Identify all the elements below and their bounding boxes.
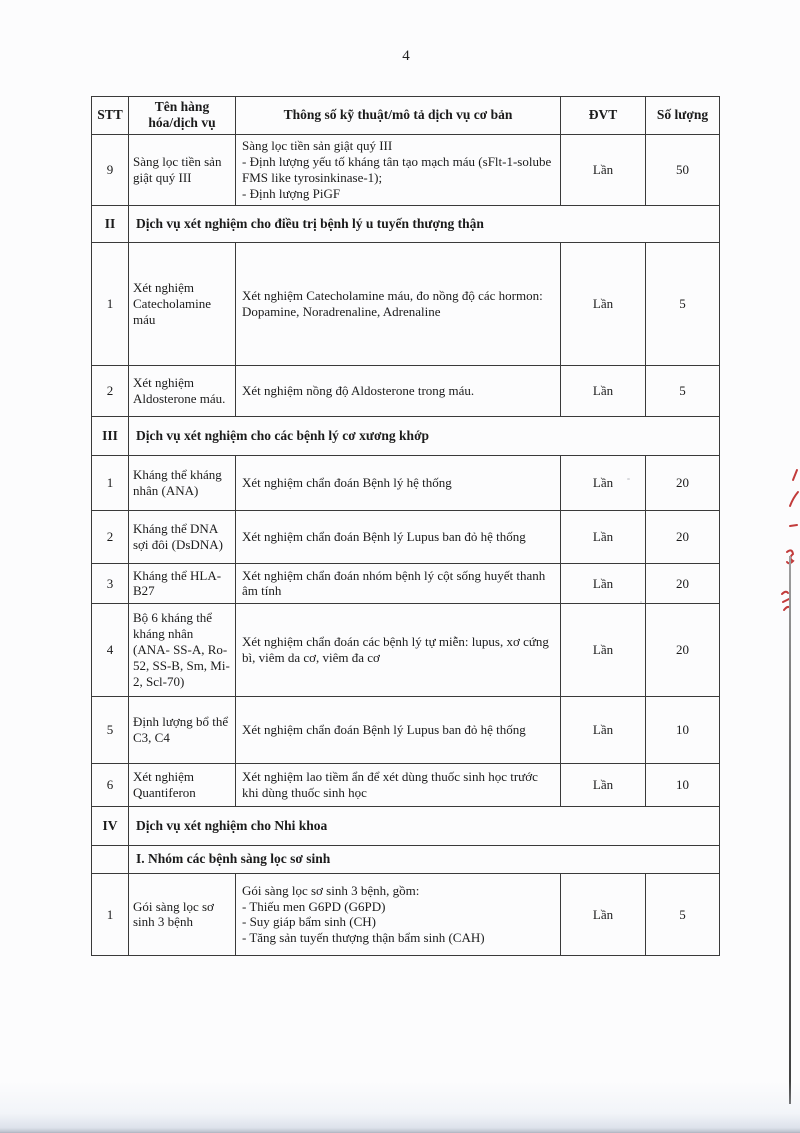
section-row <box>92 806 720 845</box>
description-line: - Định lượng PiGF <box>242 185 341 201</box>
item-name-cell: Xét nghiệm Catecholamine máu <box>129 242 236 365</box>
unit-cell: Lần <box>561 365 646 416</box>
table-row <box>92 510 720 563</box>
quantity-cell: 20 <box>646 563 720 603</box>
table-row <box>92 563 720 603</box>
header-description: Thông số kỹ thuật/mô tả dịch vụ cơ bản <box>236 97 561 135</box>
table-row <box>92 696 720 763</box>
section-number-cell: III <box>92 416 129 455</box>
item-name-cell: Sàng lọc tiền sản giật quý III <box>129 134 236 205</box>
description-line: Gói sàng lọc sơ sinh 3 bệnh, gồm: <box>242 882 420 898</box>
item-name-cell: Kháng thể kháng nhân (ANA) <box>129 455 236 510</box>
header-quantity: Số lượng <box>646 97 720 135</box>
description-line: - Tăng sản tuyến thượng thận bẩm sinh (CAH) <box>242 930 485 946</box>
description-cell <box>236 510 561 563</box>
section-title-cell: I. Nhóm các bệnh sàng lọc sơ sinh <box>129 845 720 873</box>
scan-speck <box>627 478 630 480</box>
stt-cell: 2 <box>92 510 129 563</box>
quantity-cell: 50 <box>646 134 720 205</box>
item-name-cell: Kháng thể HLA-B27 <box>129 563 236 603</box>
item-name-cell: Bộ 6 kháng thể kháng nhân (ANA- SS-A, Ro-52, SS-B, Sm, Mi-2, Scl-70) <box>129 603 236 696</box>
page-bottom-shadow <box>0 1081 800 1133</box>
quantity-cell: 20 <box>646 510 720 563</box>
stt-cell: 6 <box>92 763 129 806</box>
description-cell <box>236 134 561 205</box>
table-row <box>92 455 720 510</box>
header-stt: STT <box>92 97 129 135</box>
section-row <box>92 845 720 873</box>
description-line: Sàng lọc tiền sản giật quý III <box>242 138 393 154</box>
section-number-cell <box>92 845 129 873</box>
description-line: - Định lượng yếu tố kháng tân tạo mạch máu (sFlt-1-solube FMS like tyrosinkinase-1); <box>242 154 552 185</box>
stt-cell: 5 <box>92 696 129 763</box>
description-line: Xét nghiệm chẩn đoán Bệnh lý Lupus ban đỏ hệ thống <box>242 722 526 737</box>
table-row <box>92 763 720 806</box>
description-cell <box>236 696 561 763</box>
unit-cell: Lần <box>561 134 646 205</box>
scan-edge-line <box>789 556 791 1104</box>
table-row <box>92 873 720 955</box>
unit-cell: Lần <box>561 603 646 696</box>
item-name-cell: Xét nghiệm Aldosterone máu. <box>129 365 236 416</box>
description-line: - Suy giáp bẩm sinh (CH) <box>242 914 376 930</box>
description-cell <box>236 365 561 416</box>
stt-cell: 2 <box>92 365 129 416</box>
unit-cell: Lần <box>561 242 646 365</box>
section-title-cell: Dịch vụ xét nghiệm cho điều trị bệnh lý u tuyến thượng thận <box>129 205 720 242</box>
quantity-cell: 10 <box>646 696 720 763</box>
scan-speck <box>640 601 642 603</box>
table-row <box>92 365 720 416</box>
section-number-cell: IV <box>92 806 129 845</box>
section-row <box>92 205 720 242</box>
stt-cell: 3 <box>92 563 129 603</box>
item-name-cell: Gói sàng lọc sơ sinh 3 bệnh <box>129 873 236 955</box>
table-row <box>92 134 720 205</box>
description-cell <box>236 763 561 806</box>
stt-cell: 9 <box>92 134 129 205</box>
unit-cell: Lần <box>561 455 646 510</box>
description-line: Xét nghiệm chẩn đoán Bệnh lý Lupus ban đỏ hệ thống <box>242 529 526 544</box>
description-cell <box>236 563 561 603</box>
stt-cell: 4 <box>92 603 129 696</box>
table-row <box>92 603 720 696</box>
description-cell <box>236 455 561 510</box>
table-body <box>92 134 720 955</box>
description-line: - Thiếu men G6PD (G6PD) <box>242 898 386 914</box>
unit-cell: Lần <box>561 873 646 955</box>
quantity-cell: 5 <box>646 242 720 365</box>
unit-cell: Lần <box>561 563 646 603</box>
quantity-cell: 5 <box>646 873 720 955</box>
section-number-cell: II <box>92 205 129 242</box>
description-line: Xét nghiệm chẩn đoán các bệnh lý tự miễn: lupus, xơ cứng bì, viêm da cơ, viêm đa cơ <box>242 634 549 665</box>
quantity-cell: 10 <box>646 763 720 806</box>
stt-cell: 1 <box>92 455 129 510</box>
table-row <box>92 242 720 365</box>
item-name-cell: Kháng thể DNA sợi đôi (DsDNA) <box>129 510 236 563</box>
description-cell <box>236 873 561 955</box>
description-cell <box>236 242 561 365</box>
page-number: 4 <box>402 48 410 64</box>
description-line: Xét nghiệm chẩn đoán Bệnh lý hệ thống <box>242 475 452 490</box>
stt-cell: 1 <box>92 242 129 365</box>
header-unit: ĐVT <box>561 97 646 135</box>
stt-cell: 1 <box>92 873 129 955</box>
header-item-name: Tên hàng hóa/dịch vụ <box>129 97 236 135</box>
unit-cell: Lần <box>561 763 646 806</box>
table-header-row <box>92 97 720 135</box>
unit-cell: Lần <box>561 510 646 563</box>
quantity-cell: 20 <box>646 455 720 510</box>
item-name-cell: Xét nghiệm Quantiferon <box>129 763 236 806</box>
description-line: Xét nghiệm lao tiềm ẩn để xét dùng thuốc sinh học trước khi dùng thuốc sinh học <box>242 769 538 800</box>
section-title-cell: Dịch vụ xét nghiệm cho các bệnh lý cơ xương khớp <box>129 416 720 455</box>
description-line: Xét nghiệm chẩn đoán nhóm bệnh lý cột sống huyết thanh âm tính <box>242 567 546 599</box>
description-cell <box>236 603 561 696</box>
description-line: Xét nghiệm nồng độ Aldosterone trong máu. <box>242 383 475 398</box>
quantity-cell: 5 <box>646 365 720 416</box>
section-title-cell: Dịch vụ xét nghiệm cho Nhi khoa <box>129 806 720 845</box>
services-table <box>91 96 720 956</box>
item-name-cell: Định lượng bổ thể C3, C4 <box>129 696 236 763</box>
unit-cell: Lần <box>561 696 646 763</box>
section-row <box>92 416 720 455</box>
description-line: Xét nghiệm Catecholamine máu, đo nồng độ các hormon: Dopamine, Noradrenaline, Adrenaline <box>242 288 543 319</box>
quantity-cell: 20 <box>646 603 720 696</box>
